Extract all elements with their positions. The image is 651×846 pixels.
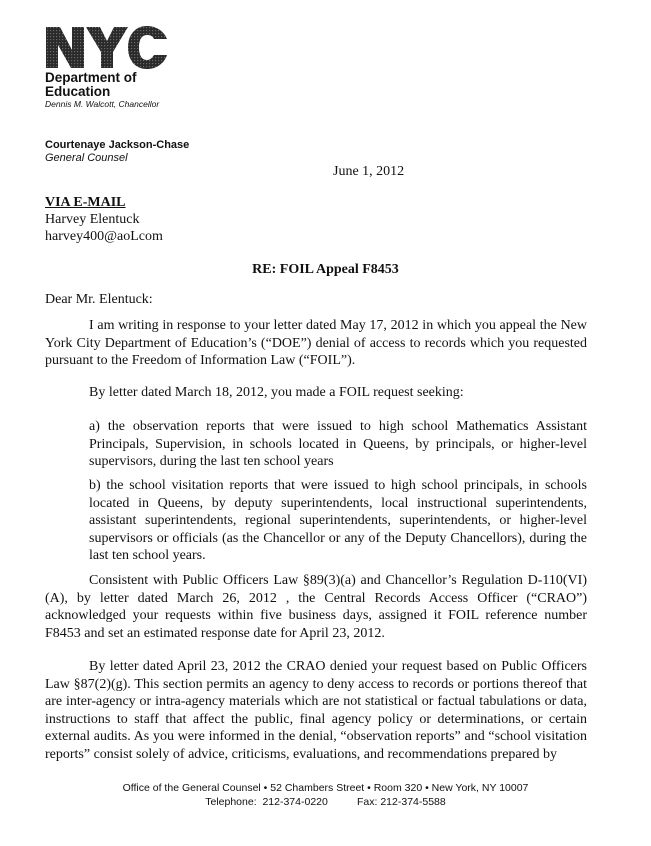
body-paragraph-6: By letter dated April 23, 2012 the CRAO denied your request based on Public Officers Law §87(2)(g). This section permits an agency to deny access to records or portions thereof that are inter-agency or intra-agency materials which are not statistical or factual tabulations or data, instructions to staff that affect the public, final agency policy or determinations, or certain external audits. As you were informed in the denial, “observation reports” and “school visitation reports” consist solely of advice, criticisms, evaluations, and recommendations prepared by xyxy=(45,659,587,762)
footer-phones: Telephone: 212-374-0220 Fax: 212-374-5588 xyxy=(205,796,446,808)
sender-name: Courtenaye Jackson-Chase xyxy=(45,139,190,151)
body-paragraph-5: Consistent with Public Officers Law §89(3)(a) and Chancellor’s Regulation D-110(VI)(A), by letter dated March 26, 2012 , the Central Records Access Officer (“CRAO”) acknowledged your requests within five business days, assigned it FOIL reference number F8453 and set an estimated response date for April 23, 2012. xyxy=(45,573,587,641)
salutation: Dear Mr. Elentuck: xyxy=(45,292,153,307)
recipient-name: Harvey Elentuck xyxy=(45,212,140,227)
recipient-email: harvey400@aoLcom xyxy=(45,229,163,244)
sender-title: General Counsel xyxy=(45,152,128,164)
request-item-a: a) the observation reports that were issued to high school Mathematics Assistant Principals, Supervision, in schools located in Queens, by principals, or higher-level supervisors, during the last ten school years xyxy=(89,419,587,469)
request-item-b: b) the school visitation reports that were issued to high school principals, in schools located in Queens, by deputy superintendents, local instructional superintendents, assistant superintendents, regional superintendents, superintendents, or higher-level supervisors or officials (as the Chancellor or any of the Deputy Chancellors), during the last ten school years. xyxy=(89,478,587,563)
letter-date: June 1, 2012 xyxy=(333,164,405,179)
body-paragraph-2: By letter dated March 18, 2012, you made a FOIL request seeking: xyxy=(89,385,464,400)
body-paragraph-1: I am writing in response to your letter dated May 17, 2012 in which you appeal the New York City Department of Education’s (“DOE”) denial of access to records which you requested pursuant to the Freedom of Information Law (“FOIL”). xyxy=(45,318,587,368)
subject-line: RE: FOIL Appeal F8453 xyxy=(252,262,399,277)
delivery-method: VIA E-MAIL xyxy=(45,195,126,210)
chancellor-line: Dennis M. Walcott, Chancellor xyxy=(45,99,160,109)
nyc-logo xyxy=(44,24,169,70)
footer-address: Office of the General Counsel • 52 Chambers Street • Room 320 • New York, NY 10007 xyxy=(122,782,529,794)
department-name: Department of Education xyxy=(45,70,137,99)
